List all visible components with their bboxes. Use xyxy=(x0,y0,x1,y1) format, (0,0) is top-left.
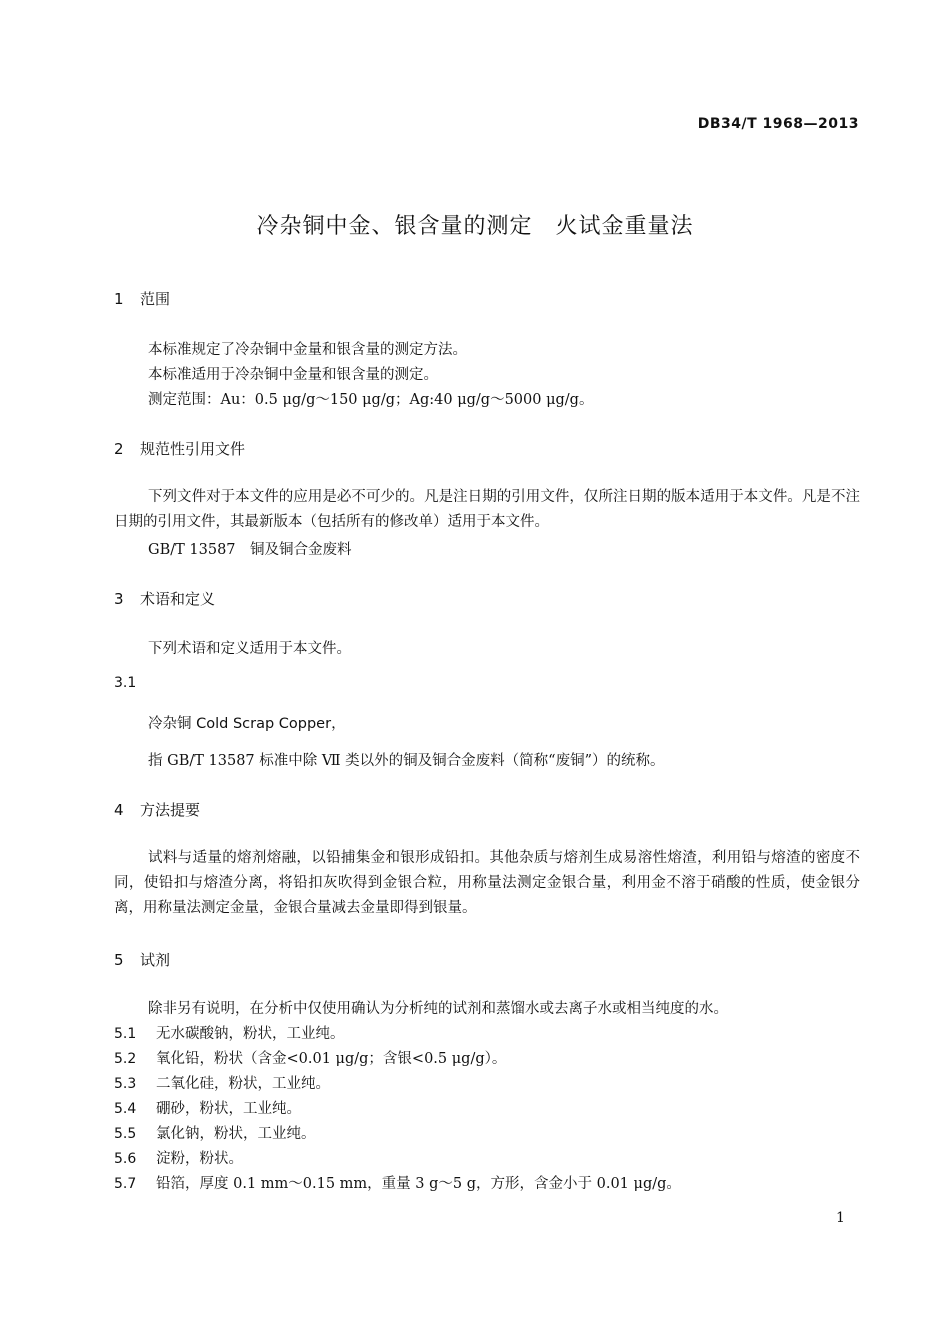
reagent-item xyxy=(114,1047,506,1068)
item-number: 5.5 xyxy=(114,1126,137,1142)
section-title: 规范性引用文件 xyxy=(140,440,246,458)
section-3-intro: 下列术语和定义适用于本文件。 xyxy=(148,641,351,657)
item-text: 氧化铅，粉状（含金<0.01 μg/g；含银<0.5 μg/g）。 xyxy=(156,1051,507,1067)
section-number: 5 xyxy=(114,951,124,969)
section-title: 范围 xyxy=(140,290,171,308)
reagent-item xyxy=(114,1022,345,1043)
section-number: 2 xyxy=(114,440,124,458)
section-number: 3 xyxy=(114,590,124,608)
reagent-item xyxy=(114,1072,330,1093)
item-text: 硼砂，粉状，工业纯。 xyxy=(156,1101,301,1117)
reagent-item xyxy=(114,1172,681,1193)
document-title: 冷杂铜中金、银含量的测定 火试金重量法 xyxy=(256,214,694,239)
section-number: 4 xyxy=(114,801,124,819)
reagent-item xyxy=(114,1097,301,1118)
section-2-paragraph: 下列文件对于本文件的应用是必不可少的。凡是注日期的引用文件，仅所注日期的版本适用于本文件。凡是不注日期的引用文件，其最新版本（包括所有的修改单）适用于本文件。 xyxy=(114,489,860,530)
term-entry: 冷杂铜 Cold Scrap Copper， xyxy=(148,716,346,732)
section-title: 术语和定义 xyxy=(140,590,216,608)
term-definition: 指 GB/T 13587 标准中除 Ⅶ 类以外的铜及铜合金废料（简称“废铜”）的统称。 xyxy=(148,753,665,769)
item-text: 氯化钠，粉状，工业纯。 xyxy=(156,1126,316,1142)
section-1-heading xyxy=(114,288,170,309)
item-number: 5.1 xyxy=(114,1026,137,1042)
section-1-line-2: 本标准适用于冷杂铜中金量和银含量的测定。 xyxy=(148,367,438,383)
subsection-number: 3.1 xyxy=(114,675,137,691)
document-code: DB34/T 1968—2013 xyxy=(697,116,859,132)
normative-reference: GB/T 13587 铜及铜合金废料 xyxy=(148,542,352,558)
item-number: 5.7 xyxy=(114,1176,137,1192)
item-number: 5.3 xyxy=(114,1076,137,1092)
section-1-line-1: 本标准规定了冷杂铜中金量和银含量的测定方法。 xyxy=(148,342,467,358)
section-number: 1 xyxy=(114,290,124,308)
item-number: 5.2 xyxy=(114,1051,137,1067)
section-3-heading xyxy=(114,588,215,609)
section-4-heading xyxy=(114,799,200,820)
item-text: 铅箔，厚度 0.1 mm～0.15 mm，重量 3 g～5 g，方形，含金小于 0.01 μg/g。 xyxy=(156,1176,681,1192)
section-2-heading xyxy=(114,438,245,459)
section-1-line-3: 测定范围：Au：0.5 μg/g～150 μg/g；Ag:40 μg/g～5000 μg/g。 xyxy=(148,392,594,408)
item-text: 淀粉，粉状。 xyxy=(156,1151,243,1167)
section-5-heading xyxy=(114,949,170,970)
page-number: 1 xyxy=(836,1210,845,1226)
item-number: 5.6 xyxy=(114,1151,137,1167)
section-4-paragraph: 试料与适量的熔剂熔融，以铅捕集金和银形成铅扣。其他杂质与熔剂生成易溶性熔渣，利用铅与熔渣的密度不同，使铅扣与熔渣分离，将铅扣灰吹得到金银合粒，用称量法测定金银合量，利用金不溶于硝酸的性质，使金银分离，用称量法测定金量，金银合量减去金量即得到银量。 xyxy=(114,850,860,916)
reagent-item xyxy=(114,1122,316,1143)
section-title: 方法提要 xyxy=(140,801,201,819)
item-text: 二氧化硅，粉状，工业纯。 xyxy=(156,1076,330,1092)
reagent-item xyxy=(114,1147,243,1168)
item-number: 5.4 xyxy=(114,1101,137,1117)
section-5-intro: 除非另有说明，在分析中仅使用确认为分析纯的试剂和蒸馏水或去离子水或相当纯度的水。 xyxy=(148,1001,728,1017)
section-title: 试剂 xyxy=(140,951,171,969)
item-text: 无水碳酸钠，粉状，工业纯。 xyxy=(156,1026,345,1042)
